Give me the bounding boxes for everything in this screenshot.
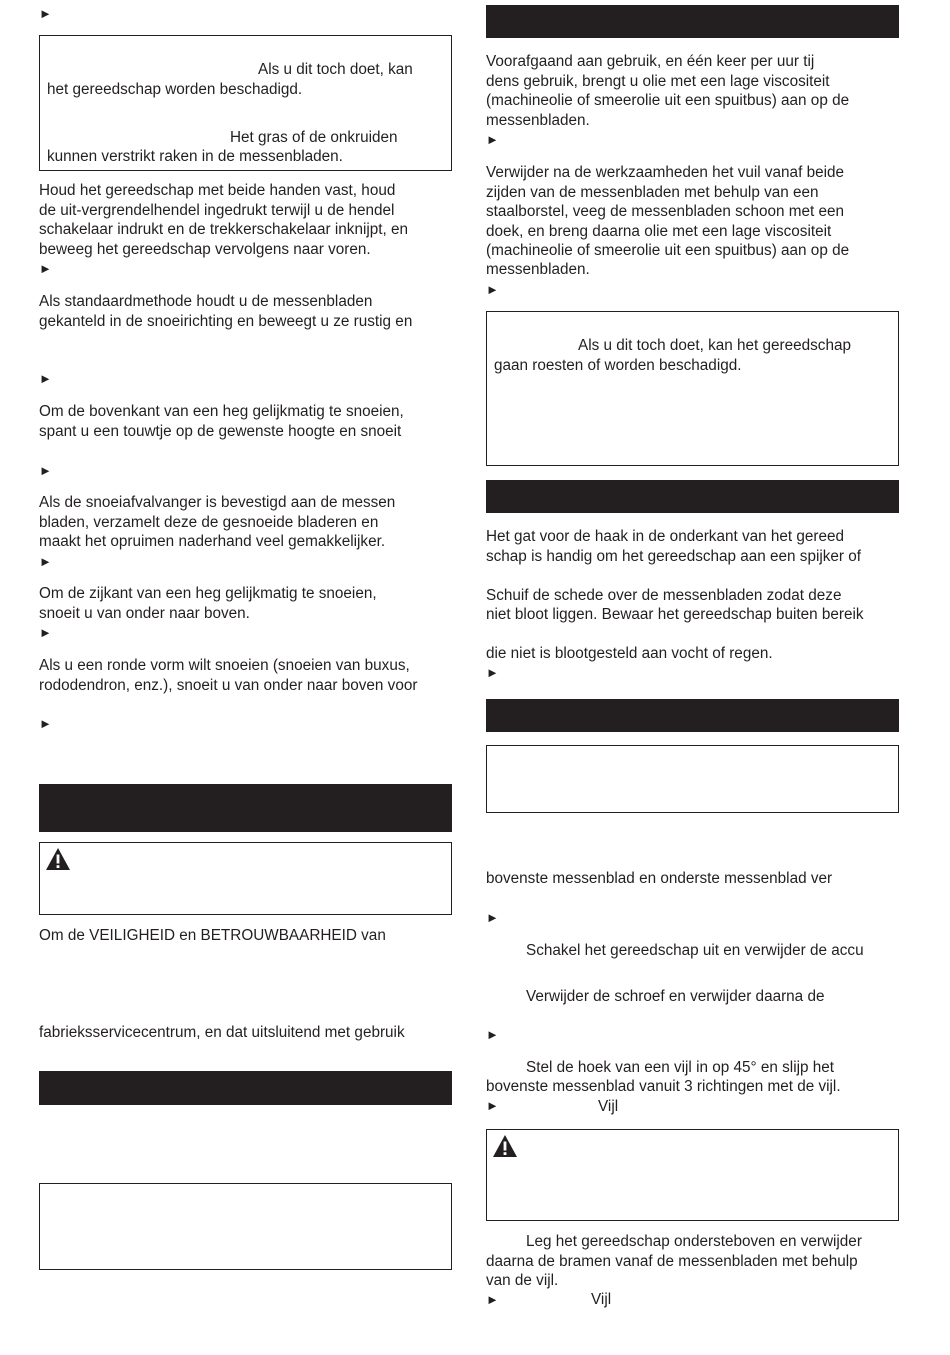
notice-text: het gereedschap worden beschadigd. bbox=[47, 81, 303, 98]
paragraph-line: de uit-vergrendelhendel ingedrukt terwijl u de hendel bbox=[39, 202, 395, 219]
paragraph-line: Om de VEILIGHEID en BETROUWBAARHEID van bbox=[39, 927, 386, 944]
section-header-bar bbox=[486, 699, 899, 732]
paragraph-line: Het gat voor de haak in de onderkant van het gereed bbox=[486, 528, 845, 545]
step-text: Schakel het gereedschap uit en verwijder de accu bbox=[526, 942, 864, 959]
pointer-arrow: ► bbox=[39, 554, 52, 569]
pointer-arrow: ► bbox=[39, 716, 52, 731]
paragraph-line: maakt het opruimen naderhand veel gemakkelijker. bbox=[39, 533, 386, 550]
paragraph-line: Schuif de schede over de messenbladen zodat deze bbox=[486, 587, 842, 604]
paragraph-line: zijden van de messenbladen met behulp van een bbox=[486, 184, 819, 201]
notice-box bbox=[486, 745, 899, 813]
warning-box bbox=[486, 1129, 899, 1221]
paragraph-line: Voorafgaand aan gebruik, en één keer per uur tij bbox=[486, 53, 815, 70]
paragraph-line: beweeg het gereedschap vervolgens naar voren. bbox=[39, 241, 371, 258]
notice-text: kunnen verstrikt raken in de messenbladen. bbox=[47, 148, 343, 165]
notice-box bbox=[486, 311, 899, 466]
paragraph-line: niet bloot liggen. Bewaar het gereedschap buiten bereik bbox=[486, 606, 864, 623]
pointer-arrow: ► bbox=[486, 910, 499, 925]
pointer-arrow: ► bbox=[39, 463, 52, 478]
pointer-arrow: ► bbox=[486, 1292, 499, 1307]
section-header-bar bbox=[39, 784, 452, 832]
pointer-arrow: ► bbox=[39, 261, 52, 276]
paragraph-line: schakelaar indrukt en de trekkerschakelaar inknijpt, en bbox=[39, 221, 409, 238]
paragraph-line: (machineolie of smeerolie uit een spuitbus) aan op de bbox=[486, 92, 850, 109]
notice-text: Als u dit toch doet, kan bbox=[258, 61, 413, 78]
pointer-arrow: ► bbox=[486, 282, 499, 297]
warning-box bbox=[39, 842, 452, 915]
step-text: Stel de hoek van een vijl in op 45° en slijp het bbox=[526, 1059, 835, 1076]
paragraph-line: fabrieksservicecentrum, en dat uitsluitend met gebruik bbox=[39, 1024, 405, 1041]
pointer-arrow: ► bbox=[486, 132, 499, 147]
notice-text: Als u dit toch doet, kan het gereedschap bbox=[578, 337, 851, 354]
figure-label: Vijl bbox=[598, 1098, 619, 1115]
step-text: Leg het gereedschap ondersteboven en verwijder bbox=[526, 1233, 862, 1250]
paragraph-line: Als u een ronde vorm wilt snoeien (snoeien van buxus, bbox=[39, 657, 410, 674]
paragraph-line: Om de bovenkant van een heg gelijkmatig te snoeien, bbox=[39, 403, 404, 420]
paragraph-line: Als de snoeiafvalvanger is bevestigd aan de messen bbox=[39, 494, 396, 511]
notice-text: gaan roesten of worden beschadigd. bbox=[494, 357, 742, 374]
pointer-arrow: ► bbox=[486, 665, 499, 680]
step-text: van de vijl. bbox=[486, 1272, 559, 1289]
paragraph-line: gekanteld in de snoeirichting en beweegt u ze rustig en bbox=[39, 313, 413, 330]
paragraph-line: (machineolie of smeerolie uit een spuitbus) aan op de bbox=[486, 242, 850, 259]
paragraph-line: snoeit u van onder naar boven. bbox=[39, 605, 250, 622]
paragraph-line: dens gebruik, brengt u olie met een lage viscositeit bbox=[486, 73, 830, 90]
paragraph-line: bovenste messenblad en onderste messenblad ver bbox=[486, 870, 833, 887]
paragraph-line: Verwijder na de werkzaamheden het vuil vanaf beide bbox=[486, 164, 844, 181]
paragraph-line: schap is handig om het gereedschap aan een spijker of bbox=[486, 548, 862, 565]
paragraph-line: spant u een touwtje op de gewenste hoogte en snoeit bbox=[39, 423, 402, 440]
step-text: bovenste messenblad vanuit 3 richtingen met de vijl. bbox=[486, 1078, 841, 1095]
section-header-bar bbox=[39, 1071, 452, 1105]
pointer-arrow: ► bbox=[39, 625, 52, 640]
notice-text: Het gras of de onkruiden bbox=[230, 129, 398, 146]
warning-triangle-icon bbox=[492, 1134, 518, 1158]
warning-triangle-icon bbox=[45, 847, 71, 871]
pointer-arrow: ► bbox=[486, 1027, 499, 1042]
paragraph-line: messenbladen. bbox=[486, 261, 590, 278]
pointer-arrow: ► bbox=[486, 1098, 499, 1113]
section-header-bar bbox=[486, 480, 899, 513]
pointer-arrow: ► bbox=[39, 6, 52, 21]
paragraph-line: staalborstel, veeg de messenbladen schoon met een bbox=[486, 203, 845, 220]
step-text: Verwijder de schroef en verwijder daarna de bbox=[526, 988, 825, 1005]
paragraph-line: doek, en breng daarna olie met een lage viscositeit bbox=[486, 223, 832, 240]
step-text: daarna de bramen vanaf de messenbladen met behulp bbox=[486, 1253, 858, 1270]
paragraph-line: Als standaardmethode houdt u de messenbladen bbox=[39, 293, 373, 310]
paragraph-line: Om de zijkant van een heg gelijkmatig te snoeien, bbox=[39, 585, 377, 602]
figure-label: Vijl bbox=[591, 1291, 612, 1308]
notice-box bbox=[39, 1183, 452, 1270]
paragraph-line: rododendron, enz.), snoeit u van onder naar boven voor bbox=[39, 677, 418, 694]
section-header-bar bbox=[486, 5, 899, 38]
paragraph-line: messenbladen. bbox=[486, 112, 590, 129]
pointer-arrow: ► bbox=[39, 371, 52, 386]
paragraph-line: Houd het gereedschap met beide handen vast, houd bbox=[39, 182, 396, 199]
paragraph-line: die niet is blootgesteld aan vocht of regen. bbox=[486, 645, 773, 662]
paragraph-line: bladen, verzamelt deze de gesnoeide bladeren en bbox=[39, 514, 379, 531]
